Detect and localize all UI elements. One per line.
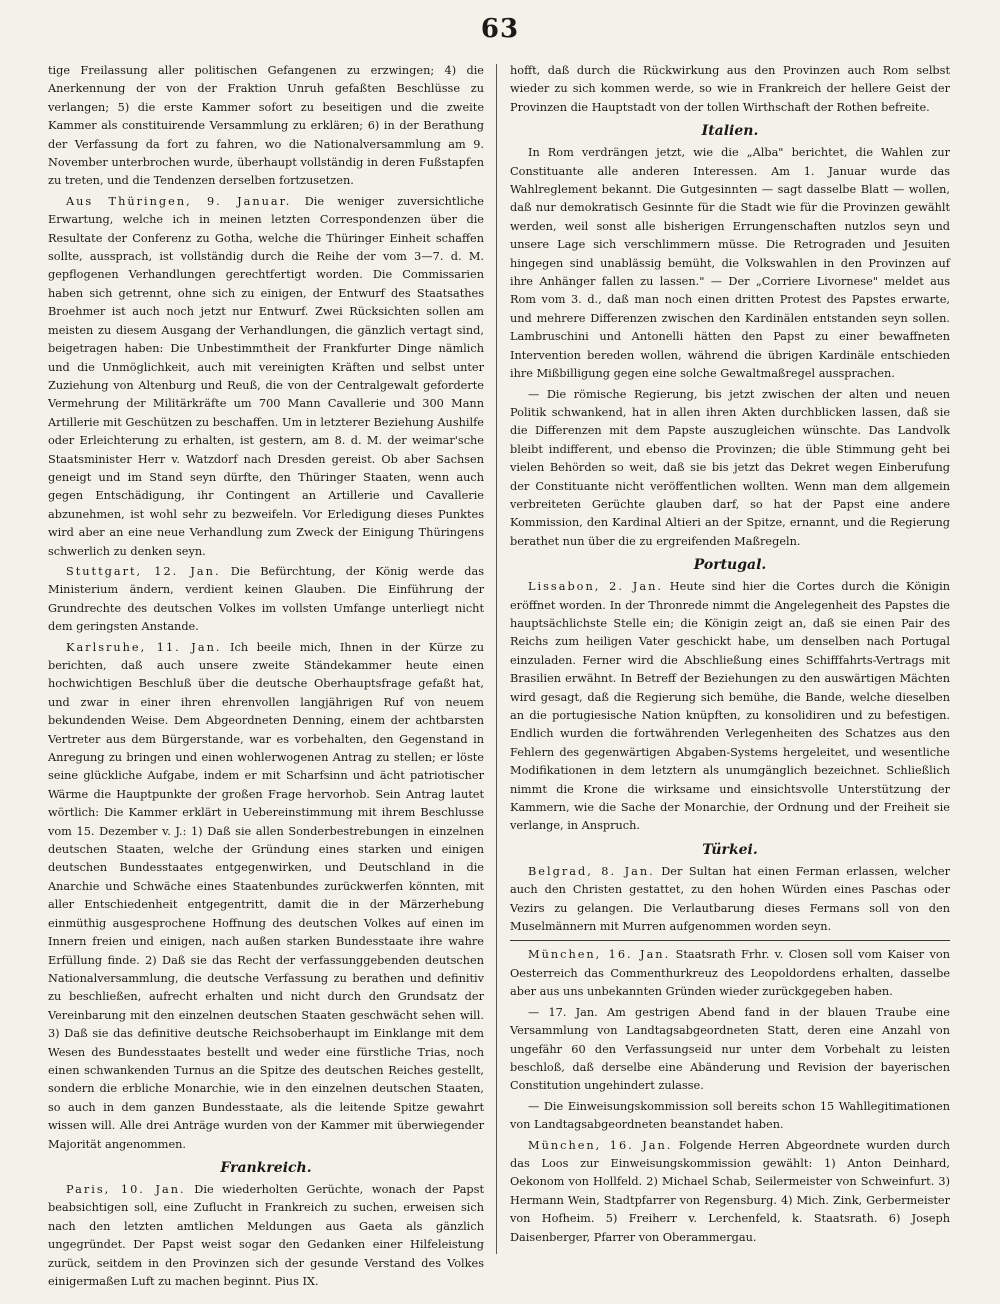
article-text: Die Befürchtung, der König werde das Ministerium ändern, verdient keinen Glauben. Die Einführung der Grundrechte des deutschen Volkes im vollsten Umfange unterliegt nicht dem geringsten Anstande. <box>48 564 484 634</box>
article-text: Heute sind hier die Cortes durch die Königin eröffnet worden. In der Thronrede nimmt die Angelegenheit des Papstes die hauptsächlichste Stelle ein; die Königin zeigt an, daß sie einen Pair des Reichs zum heiligen Vater geschickt habe, um denselben nach Portugal einzuladen. Ferner wird die Abschließung eines Schifffahrts-Vertrags mit Brasilien erwähnt. In Betreff der Beziehungen zu den auswärtigen Mächten wird gesagt, daß die Regierung sich bemühe, die Bande, welche dieselben an die portugiesische Nation knüpften, zu konsolidiren und zu befestigen. Endlich wurden die fortwährenden Verlegenheiten des Schatzes aus den Fehlern des gegenwärtigen Abgaben-Systems hergeleitet, und wesentliche Modifikationen in dem letztern als unumgänglich bezeichnet. Schließlich nimmt die Krone die wirksame und einsichtsvolle Unterstützung der Kammern, wie die Sache der Monarchie, der Ordnung und der Freiheit sie verlange, in Anspruch. <box>510 580 951 833</box>
dateline: München, 16. Jan. <box>528 948 671 962</box>
dateline: Lissabon, 2. Jan. <box>528 580 663 594</box>
article-text: Ich beeile mich, Ihnen in der Kürze zu berichten, daß auch unsere zweite Ständekammer heute einen hochwichtigen Beschluß über die deutsche Oberhauptsfrage gefaßt hat, und zwar in einer ihren ehrenvollen langjährigen Ruf von neuem bekundenden Weise. Dem Abgeordneten Denning, einem der achtbarsten Vertreter aus dem Bürgerstande, war es vorbehalten, den Gegenstand in Anregung zu bringen und einen wohlerwogenen Antrag zu stellen; er löste seine glückliche Aufgabe, indem er mit Scharfsinn und ächt patriotischer Wärme die Hauptpunkte der großen Frage hervorhob. Sein Antrag lautet wörtlich: Die Kammer erklärt in Uebereinstimmung mit ihrem Beschlusse vom 15. Dezember v. J.: 1) Daß sie allen Sonderbestrebungen in einzelnen deutschen Staaten, welche der Gründung eines starken und einigen deutschen Bundesstaates entgegenwirken, und Deutschland in die Anarchie und Schwäche eines Staatenbundes zurückwerfen könnten, mit aller Entschiedenheit entgegentritt, damit die in der Märzerhebung einmüthig ausgesprochene Hoffnung des deutschen Volkes auf einen im Innern freien und einigen, nach außen starken Bundesstaate ihre wahre Erfüllung finde. 2) Daß sie das Recht der verfassunggebenden deutschen Nationalversammlung, die deutsche Verfassung zu berathen und definitiv zu beschließen, aufrecht erhalten und nicht durch den Grundsatz der Vereinbarung mit den einzelnen deutschen Staaten geschwächt sehen will. 3) Daß sie das definitive deutsche Reichsoberhaupt im Einklange mit dem Wesen des Bundesstaates bestellt und weder eine fürstliche Trias, noch einen schwankenden Turnus an die Spitze des deutschen Reiches gestellt, sondern die erbliche Monarchie, wie in den einzelnen deutschen Staaten, so auch in dem ganzen Bundesstaate, als die leitende Spitze gewahrt wissen will. Alle drei Anträge wurden von der Kammer mit überwiegender Majorität angenommen. <box>48 640 485 1151</box>
article-stuttgart <box>48 563 484 637</box>
column-divider <box>496 64 497 1254</box>
article-text: Staatsrath Frhr. v. Closen soll vom Kaiser von Oesterreich das Commenthurkreuz des Leopoldordens erhalten, dasselbe aber aus uns unbekannten Gründen wieder zurückgegeben haben. <box>510 948 950 999</box>
article-muenchen-closen <box>510 946 950 1001</box>
dateline: Paris, 10. Jan. <box>66 1182 186 1196</box>
article-text: Der Sultan hat einen Ferman erlassen, welcher auch den Christen gestattet, zu den hohen Würden eines Paschas oder Vezirs zu gelangen. Die Verlautbarung dieses Fermans soll von den Muselmännern mit Murren aufgenommen worden seyn. <box>510 864 950 934</box>
section-heading-tuerkei: Türkei. <box>702 841 758 858</box>
dateline: München, 16. Jan. <box>528 1138 673 1152</box>
article-lissabon <box>510 578 950 836</box>
section-heading-frankreich: Frankreich. <box>220 1159 312 1176</box>
article-rom: In Rom verdrängen jetzt, wie die „Alba" berichtet, die Wahlen zur Constituante alle anderen Interessen. Am 1. Januar wurde das Wahlreglement bekannt. Die Gutgesinnten — sagt dasselbe Blatt — wollen, daß nur demokratisch Gesinnte für die Stadt wie für die Provinzen gewählt werden, weil sonst alle bisherigen Errungenschaften nutzlos seyn und unsere Lage sich verschlimmern müsse. Die Retrograden und Jesuiten hingegen sind unablässig bemüht, die Volkswahlen in den Provinzen auf ihre Anhänger fallen zu lassen." — Der „Corriere Livornese" meldet aus Rom vom 3. d., daß man noch einen dritten Protest des Papstes erwarte, und mehrere Differenzen zwischen den Kardinälen entstanden seyn sollen. Lambruschini und Antonelli hätten den Papst zu einer bewaffneten Intervention bereden wollen, während die übrigen Kardinäle entschieden ihre Mißbilligung gegen eine solche Gewaltmaßregel aussprachen. <box>510 146 950 381</box>
dateline: Stuttgart, 12. Jan. <box>66 564 221 578</box>
article-paragraph: hofft, daß durch die Rückwirkung aus den Provinzen auch Rom selbst wieder zu sich kommen werde, so wie in Frankreich der hellere Geist der Provinzen die Hauptstadt von der tollen Wirthschaft der Rothen befreite. <box>510 64 950 114</box>
article-text: Die wiederholten Gerüchte, wonach der Papst beabsichtigen soll, eine Zuflucht in Frankreich zu suchen, erweisen sich nach den letzten amtlichen Meldungen aus Gaeta als gänzlich ungegründet. Der Papst weist sogar den Gedanken einer Hilfeleistung zurück, seitdem in den Provinzen sich der gesunde Verstand des Volkes einigermaßen Luft zu machen beginnt. Pius IX. <box>48 1182 484 1288</box>
article-blaue-traube: — 17. Jan. Am gestrigen Abend fand in der blauen Traube eine Versammlung von Landtagsabgeordneten Statt, deren eine Anzahl von ungefähr 60 den Verfassungseid nur unter dem Vorbehalt zu leisten beschloß, daß derselbe eine Abänderung und Revision der bayerischen Constitution ungehindert zulasse. <box>510 1005 950 1093</box>
section-heading-italien: Italien. <box>701 123 759 140</box>
article-text: Folgende Herren Abgeordnete wurden durch das Loos zur Einweisungskommission gewählt: 1) Anton Deinhard, Oekonom von Hollfeld. 2) Michael Schab, Seilermeister von Schweinfurt. 3) Hermann Wein, Stadtpfarrer von Regensburg. 4) Mich. Zink, Gerbermeister von Hofheim. 5) Freiherr v. Lerchenfeld, k. Staatsrath. 6) Joseph Daisenberger, Pfarrer von Oberammergau. <box>510 1138 950 1244</box>
section-divider <box>510 940 950 941</box>
article-thueringen <box>48 193 484 561</box>
dateline: Belgrad, 8. Jan. <box>528 864 655 878</box>
page-number: 63 <box>480 14 520 44</box>
right-column <box>510 62 950 1249</box>
article-einweisungskommission: — Die Einweisungskommission soll bereits schon 15 Wahllegitimationen von Landtagsabgeordneten beanstandet haben. <box>510 1099 950 1132</box>
section-heading-portugal: Portugal. <box>693 557 767 574</box>
article-paris <box>48 1181 484 1291</box>
dateline: Aus Thüringen, 9. Januar. <box>66 194 292 208</box>
article-karlsruhe <box>48 639 484 1154</box>
article-belgrad <box>510 863 950 937</box>
article-paragraph: tige Freilassung aller politischen Gefangenen zu erzwingen; 4) die Anerkennung der von der Fraktion Unruh gefaßten Beschlüsse zu verlangen; 5) die erste Kammer sofort zu beseitigen und die zweite Kammer als constituirende Versammlung zu erklären; 6) in der Berathung der Verfassung da fort zu fahren, wo die Nationalversammlung am 9. November unterbrochen wurde, überhaupt vollständig in deren Fußstapfen zu treten, und die Tendenzen derselben fortzusetzen. <box>48 64 484 188</box>
left-column <box>48 62 484 1293</box>
dateline: Karlsruhe, 11. Jan. <box>66 640 222 654</box>
article-muenchen-abgeordnete <box>510 1137 950 1247</box>
article-roemische-regierung: — Die römische Regierung, bis jetzt zwischen der alten und neuen Politik schwankend, hat in allen ihren Akten durchblicken lassen, daß sie die Differenzen mit dem Papste auszugleichen wünschte. Das Landvolk bleibt indifferent, und ebenso die Provinzen; die üble Stimmung geht bei vielen Behörden so weit, daß sie bis jetzt das Dekret wegen Einberufung der Constituante nicht veröffentlichen wollten. Wenn man dem allgemein verbreiteten Gerüchte glauben darf, so hat der Papst eine andere Kommission, den Kardinal Altieri an der Spitze, ernannt, und die Regierung berathet nun über die zu ergreifenden Maßregeln. <box>510 387 950 548</box>
article-text: Die weniger zuversichtliche Erwartung, welche ich in meinen letzten Correspondenzen über die Resultate der Conferenz zu Gotha, welche die Thüringer Einheit schaffen sollte, aussprach, ist vollständig durch die Reihe der vom 3—7. d. M. gepflogenen Verhandlungen gerechtfertigt worden. Die Commissarien haben sich getrennt, ohne sich zu einigen, der Entwurf des Staatsathes Broehmer ist auch noch jetzt nur Entwurf. Zwei Rücksichten sollen am meisten zu diesem Ausgang der Verhandlungen, die gänzlich vertagt sind, beigetragen haben: Die Unbestimmtheit der Frankfurter Dinge nämlich und die Unmöglichkeit, auch mit vereinigten Kräften und selbst unter Zuziehung von Altenburg und Reuß, die von der Centralgewalt geforderte Vermehrung der Militärkräfte um 700 Mann Cavallerie und 300 Mann Artillerie mit Geschützen zu beschaffen. Um in letzterer Beziehung Aushilfe oder Erleichterung zu erhalten, ist gestern, am 8. d. M. der weimar'sche Staatsminister Herr v. Watzdorf nach Dresden gereist. Ob aber Sachsen geneigt und im Stand seyn dürfte, den Thüringer Staaten, wenn auch gegen Entschädigung, ihr Contingent an Artillerie und Cavallerie abzunehmen, ist wohl sehr zu bezweifeln. Vor Erledigung dieses Punktes wird aber an eine neue Verhandlung zum Zweck der Einigung Thüringens schwerlich zu denken seyn. <box>48 194 484 558</box>
